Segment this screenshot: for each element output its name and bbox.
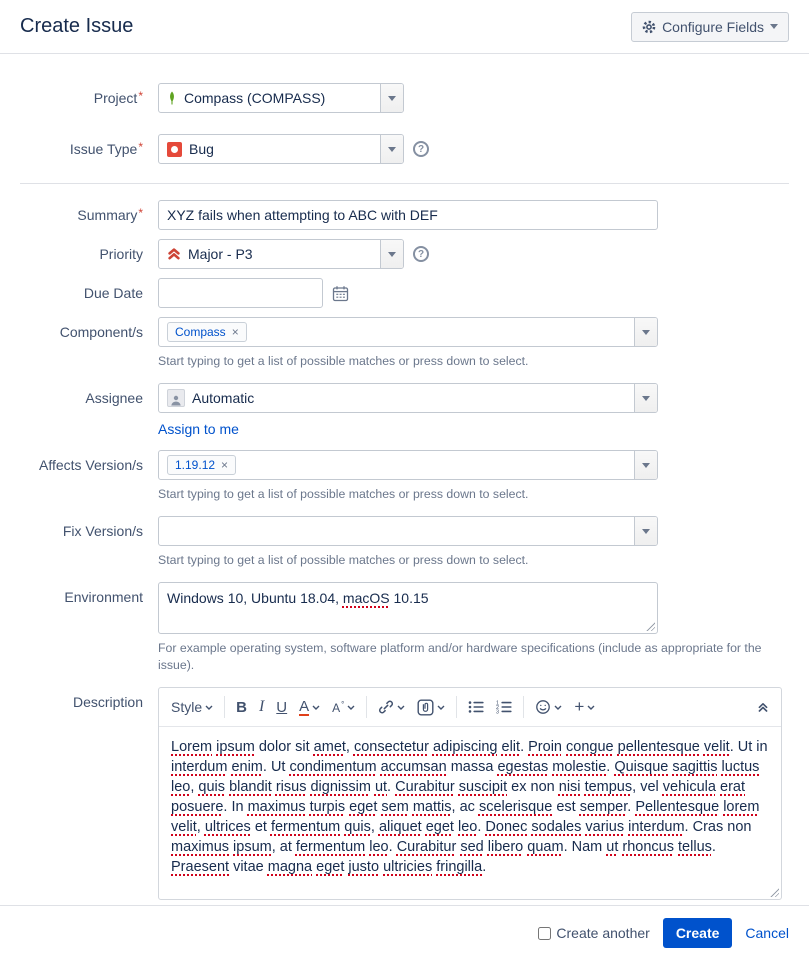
priority-dropdown-button[interactable] (380, 240, 403, 268)
chevron-down-icon (388, 147, 396, 156)
priority-value: Major - P3 (188, 246, 253, 262)
create-issue-form (0, 54, 809, 900)
chevron-down-icon (642, 330, 650, 339)
fix-versions-select[interactable] (158, 516, 658, 546)
environment-helper-text: For example operating system, software platform and/or hardware specifications (include as appropriate for the issue). (158, 641, 762, 672)
svg-text:2: 2 (496, 705, 500, 711)
emoji-dropdown[interactable] (529, 693, 568, 721)
svg-text:3: 3 (496, 709, 500, 714)
toolbar-separator (523, 696, 524, 718)
toolbar-separator (366, 696, 367, 718)
assignee-value: Automatic (192, 390, 255, 406)
toolbar-separator (224, 696, 225, 718)
section-divider (20, 183, 789, 184)
create-another-option[interactable] (538, 925, 649, 941)
link-icon (378, 699, 394, 715)
bug-icon (167, 142, 182, 157)
project-avatar-icon (167, 91, 177, 105)
project-select[interactable] (158, 83, 404, 113)
project-row (0, 83, 809, 113)
issue-type-dropdown-button[interactable] (380, 135, 403, 163)
chevron-down-icon (388, 252, 396, 261)
affects-versions-dropdown-button[interactable] (634, 451, 657, 479)
summary-row (0, 200, 809, 230)
priority-label: Priority (99, 246, 143, 262)
page-title: Create Issue (20, 15, 134, 37)
resize-handle[interactable] (769, 887, 779, 897)
chevron-down-icon (388, 96, 396, 105)
emoji-icon (535, 699, 551, 715)
components-row (0, 317, 809, 370)
assign-to-me-link[interactable]: Assign to me (158, 421, 239, 437)
chevron-down-icon (437, 705, 445, 710)
calendar-icon[interactable] (332, 285, 349, 302)
chevron-down-icon (554, 705, 562, 710)
priority-row (0, 239, 809, 269)
chevron-down-icon (587, 705, 595, 710)
cancel-link[interactable]: Cancel (745, 925, 789, 941)
bullet-list-icon (468, 700, 484, 714)
fix-versions-helper-text: Start typing to get a list of possible matches or press down to select. (158, 553, 529, 567)
chevron-down-icon (205, 705, 213, 710)
affects-versions-helper-text: Start typing to get a list of possible matches or press down to select. (158, 487, 529, 501)
configure-fields-label: Configure Fields (662, 18, 764, 35)
assignee-dropdown-button[interactable] (634, 384, 657, 412)
help-icon[interactable]: ? (413, 246, 429, 262)
priority-select[interactable] (158, 239, 404, 269)
affects-version-tag: 1.19.12 × (167, 455, 236, 475)
required-asterisk: * (138, 89, 143, 103)
project-label: Project* (93, 89, 143, 106)
summary-input[interactable] (158, 200, 658, 230)
link-dropdown[interactable] (372, 693, 411, 721)
style-dropdown[interactable]: Style (165, 693, 219, 721)
avatar (167, 389, 185, 407)
plus-icon: + (574, 697, 585, 716)
issue-type-label: Issue Type* (69, 140, 143, 157)
affects-versions-select[interactable] (158, 450, 658, 480)
chevron-down-icon (642, 463, 650, 472)
chevron-down-icon (642, 529, 650, 538)
affects-versions-label: Affects Version/s (38, 457, 143, 473)
fix-versions-dropdown-button[interactable] (634, 517, 657, 545)
project-value: Compass (COMPASS) (184, 90, 326, 106)
gear-icon (642, 20, 656, 34)
components-label: Component/s (59, 324, 143, 340)
affects-versions-row (0, 450, 809, 503)
svg-text:1: 1 (496, 700, 500, 707)
assignee-row (0, 383, 809, 437)
environment-textarea[interactable]: Windows 10, Ubuntu 18.04, macOS 10.15 (158, 582, 658, 634)
numbered-list-button[interactable] (490, 693, 518, 721)
resize-handle[interactable] (645, 621, 655, 631)
dialog-footer (0, 905, 809, 961)
underline-button[interactable]: U (276, 698, 288, 716)
create-another-label: Create another (556, 925, 650, 941)
editor-toolbar (159, 688, 781, 727)
insert-more-dropdown[interactable] (568, 693, 601, 721)
description-editor (158, 687, 782, 900)
bullet-list-button[interactable] (462, 693, 490, 721)
fix-versions-row (0, 516, 809, 569)
text-styles-dropdown[interactable]: A° (326, 693, 361, 721)
required-asterisk: * (138, 140, 143, 154)
toolbar-separator (456, 696, 457, 718)
assignee-label: Assignee (85, 390, 143, 406)
configure-fields-button[interactable] (631, 12, 789, 42)
component-tag: Compass × (167, 322, 247, 342)
issue-type-value: Bug (189, 141, 214, 157)
collapse-toolbar-button[interactable] (751, 693, 775, 721)
components-select[interactable] (158, 317, 658, 347)
issue-type-select[interactable] (158, 134, 404, 164)
description-row (0, 687, 809, 900)
due-date-input[interactable] (158, 278, 323, 308)
numbered-list-icon (496, 700, 512, 714)
remove-tag-icon[interactable]: × (231, 325, 239, 339)
italic-button[interactable]: I (258, 698, 265, 715)
description-textarea[interactable]: Lorem ipsum dolor sit amet, consectetur adipiscing elit. Proin congue pellentesque velit. Ut in interdum enim. Ut condimentum accumsan massa egestas molestie. Quisque sagittis luctus leo, quis blandit risus dignissim ut. Curabitur suscipit ex non nisi tempus, vel vehicula erat posuere. In maximus turpis eget sem mattis, ac scelerisque est semper. Pellentesque lorem velit, ultrices et fermentum quis, aliquet eget leo. Donec sodales varius interdum. Cras non maximus ipsum, at fermentum leo. Curabitur sed libero quam. Nam ut rhoncus tellus. Praesent vitae magna eget justo ultricies fringilla. (159, 727, 781, 899)
double-chevron-up-icon (757, 701, 769, 713)
help-icon[interactable]: ? (413, 141, 429, 157)
required-asterisk: * (138, 206, 143, 220)
attachment-dropdown[interactable] (411, 693, 451, 721)
priority-major-icon (167, 247, 181, 261)
fix-versions-label: Fix Version/s (62, 523, 143, 539)
environment-row (0, 582, 809, 674)
environment-label: Environment (64, 589, 143, 605)
chevron-down-icon (770, 24, 778, 33)
chevron-down-icon (312, 705, 320, 710)
bold-button[interactable]: B (236, 698, 247, 716)
due-date-row (0, 278, 809, 308)
components-helper-text: Start typing to get a list of possible matches or press down to select. (158, 354, 529, 368)
create-button[interactable]: Create (663, 918, 733, 948)
due-date-label: Due Date (83, 285, 143, 301)
components-dropdown-button[interactable] (634, 318, 657, 346)
text-color-dropdown[interactable]: A (293, 693, 326, 721)
chevron-down-icon (347, 705, 355, 710)
project-dropdown-button[interactable] (380, 84, 403, 112)
dialog-header (0, 0, 809, 54)
issue-type-row (0, 134, 809, 164)
paperclip-icon (417, 699, 434, 716)
chevron-down-icon (397, 705, 405, 710)
chevron-down-icon (642, 396, 650, 405)
description-label: Description (72, 694, 143, 710)
summary-label: Summary* (77, 206, 143, 223)
assignee-select[interactable] (158, 383, 658, 413)
remove-tag-icon[interactable]: × (221, 458, 229, 472)
